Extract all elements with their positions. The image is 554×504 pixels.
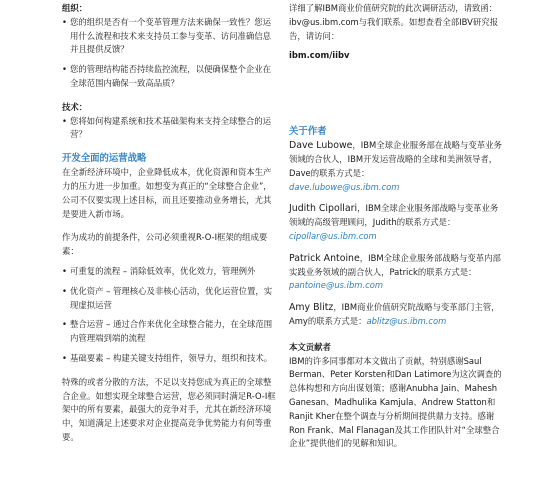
author-desc: ，IBM全球企业服务部战略与变革业务领域的高级管理顾问，Judith的联系方式是： [289, 203, 499, 228]
contributors-text: IBM的许多同事都对本文做出了贡献，特别感谢Saul Berman、Peter Korsten和Dan Latimore为这次调查的总体构想和方向出谋划策；感谢Anubha Jain、Mahesh Ganesan、Madhulika Kamjula、Andrew Statton和Ranjit Kher在整个调查与分析期间提供鼎力支持。感谢Ron Frank、Mal Flanagan及其工作团队针对“全球整合企业”提供他们的见解和知识。 [289, 355, 502, 449]
tech-bullet-list [62, 115, 278, 143]
strategy-paragraph-1: 在全新经济环境中，企业降低成本，优化资源和资本生产力的压力进一步加重。如想变为真正的“全球整合企业”，公司不仅要实现上述目标，而且还要推动业务增长，尤其是要进入新市场。 [62, 167, 272, 219]
author-entry [289, 202, 503, 243]
ibv-intro: 详细了解IBM商业价值研究院的此次调研活动，请致函：ibv@us.ibm.com与我们联系。如想查看全部IBV研究报告，请访问： [289, 3, 498, 41]
list-item: • 您的组织是否有一个变革管理方法来确保一致性？您运用什么流程和技术来支持员工参与变革、访问准确信息并且提供反馈？ [62, 16, 278, 57]
author-email-link[interactable]: dave.lubowe@us.ibm.com [289, 181, 400, 192]
list-item: • 您的管理结构能否持续监控流程，以便确保整个企业在全球范围内确保一致高品质？ [62, 63, 278, 91]
strategy-section-title: 开发全面的运营战略 [62, 153, 147, 165]
ibv-url-link[interactable]: ibm.com/iibv [289, 50, 350, 61]
org-bullet-list [62, 16, 278, 91]
contributors-heading: 本文贡献者 [289, 341, 331, 352]
list-item: • 您将如何构建系统和技术基础架构来支持全球整合的运营？ [62, 115, 278, 143]
author-entry [289, 301, 503, 329]
strategy-paragraph-3: 特殊的或者分散的方法，不足以支持您成为真正的全球整合企业。如想实现全球整合运营，您必须同时满足R-O-I框架中的所有要素，最强大的竞争对手，尤其在新经济环境中，知道满足上述要求对企业提高竞争优势能力有何等重要。 [62, 376, 276, 442]
authors-title: 关于作者 [289, 126, 327, 138]
list-item: • 优化资产 – 管理核心及非核心活动，优化运营位置，实现虚拟运营 [62, 285, 278, 313]
author-desc: ，IBM商业价值研究院战略与变革部门主管，Amy的联系方式是： [289, 302, 500, 326]
list-item: • 整合运营 – 通过合作来优化全球整合能力，在全球范围内管理端到端的流程 [62, 318, 278, 346]
author-entry [289, 139, 503, 194]
author-email-link[interactable]: ablitz@us.ibm.com [366, 315, 447, 326]
list-item: • 基础要素 – 构建关键支持组件，领导力，组织和技术。 [62, 352, 278, 366]
author-name: Patrick Antoine [289, 252, 360, 264]
author-name: Dave Lubowe [289, 140, 353, 152]
list-item: • 可重复的流程 – 消除低效率，优化效力，管理例外 [62, 265, 278, 279]
author-entry [289, 252, 503, 293]
author-name: Amy Blitz [289, 302, 334, 314]
roi-bullet-list [62, 265, 278, 366]
org-heading: 组织： [62, 3, 88, 13]
right-column [289, 0, 503, 451]
tech-heading: 技术： [62, 101, 88, 112]
author-desc: ，IBM全球企业服务部战略与变革内部实践业务领域的副合伙人，Patrick的联系方式是： [289, 252, 501, 277]
author-email-link[interactable]: cipollar@us.ibm.com [289, 230, 377, 241]
author-name: Judith Cipollari [289, 203, 358, 215]
author-desc: ，IBM全球企业服务部在战略与变革业务领域的合伙人，IBM开发运营战略的全球和美洲领导者，Dave的联系方式是： [289, 140, 502, 178]
strategy-paragraph-2: 作为成功的前提条件，公司必须重视R-O-I框架的组成要素： [62, 232, 268, 257]
author-email-link[interactable]: pantoine@us.ibm.com [289, 280, 384, 291]
left-column [62, 0, 278, 445]
